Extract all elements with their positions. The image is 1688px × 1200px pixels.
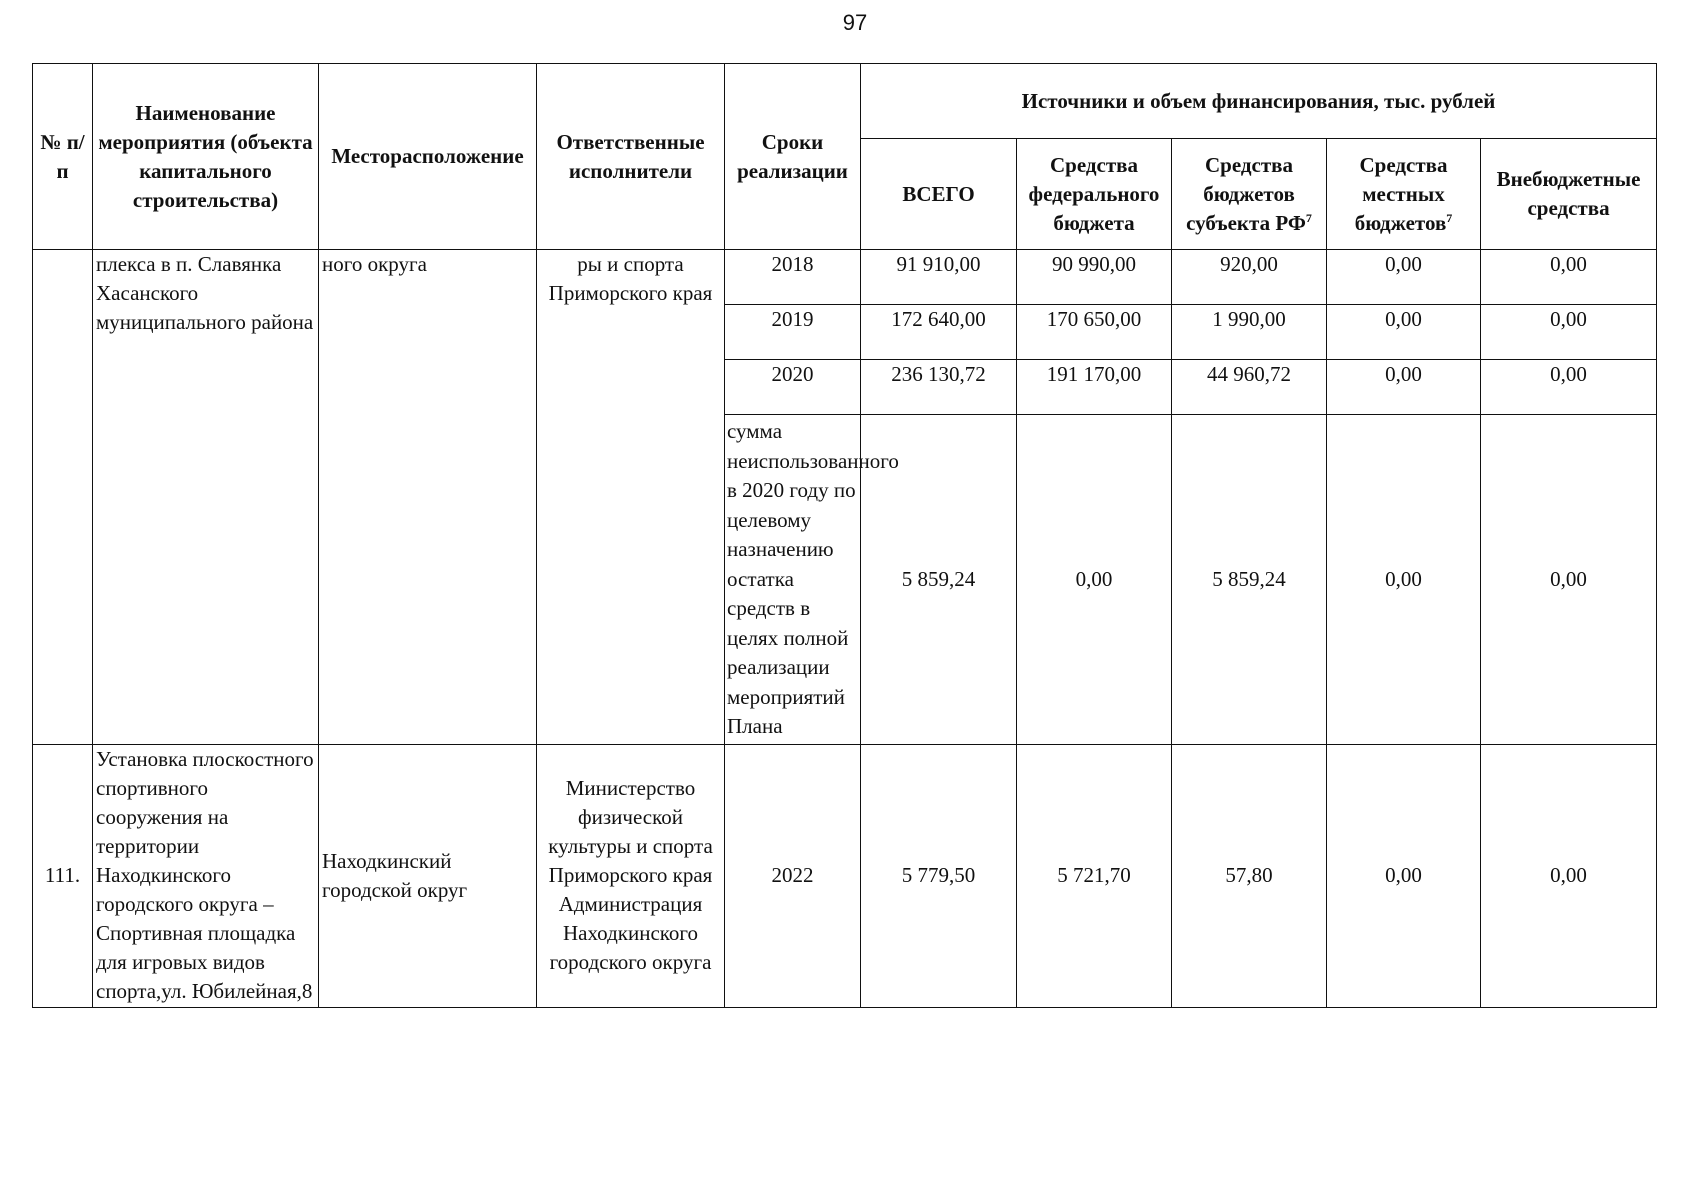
total-cell: 5 779,50 — [861, 744, 1017, 1007]
extra-cell: 0,00 — [1481, 360, 1657, 415]
page-number: 97 — [842, 10, 868, 35]
year-cell: 2020 — [725, 360, 861, 415]
financing-table — [32, 63, 1657, 1008]
local-cell: 0,00 — [1327, 360, 1481, 415]
subject-cell: 5 859,24 — [1172, 415, 1327, 745]
total-cell: 5 859,24 — [861, 415, 1017, 745]
table-row — [33, 250, 1657, 305]
federal-cell: 191 170,00 — [1017, 360, 1172, 415]
federal-cell: 5 721,70 — [1017, 744, 1172, 1007]
table-row — [33, 744, 1657, 1007]
local-cell: 0,00 — [1327, 305, 1481, 360]
header-local-text: Средства местных бюджетов — [1354, 152, 1448, 235]
header-subject-text: Средства бюджетов субъекта РФ — [1186, 152, 1306, 235]
total-cell: 172 640,00 — [861, 305, 1017, 360]
federal-cell: 90 990,00 — [1017, 250, 1172, 305]
cont-location-cell: ного округа — [319, 250, 537, 745]
year-cell: 2018 — [725, 250, 861, 305]
remainder-label-cell: сумма неиспользованного в 2020 году по целевому назначению остатка средств в целях полной реализации мероприятий Плана — [725, 415, 861, 745]
local-cell: 0,00 — [1327, 415, 1481, 745]
total-cell: 236 130,72 — [861, 360, 1017, 415]
row-location-cell: Находкинский городской округ — [319, 744, 537, 1007]
header-extra: Внебюджетные средства — [1481, 139, 1657, 250]
header-executors: Ответственные исполнители — [537, 64, 725, 250]
cont-executors-cell: ры и спорта Приморского края — [537, 250, 725, 745]
header-local-footnote: 7 — [1446, 210, 1453, 225]
extra-cell: 0,00 — [1481, 415, 1657, 745]
year-cell: 2022 — [725, 744, 861, 1007]
header-row-1 — [33, 64, 1657, 139]
row-num-cell: 111. — [33, 744, 93, 1007]
header-local — [1327, 139, 1481, 250]
header-federal: Средства федерального бюджета — [1017, 139, 1172, 250]
header-sources: Источники и объем финансирования, тыс. рублей — [861, 64, 1657, 139]
subject-cell: 920,00 — [1172, 250, 1327, 305]
subject-cell: 57,80 — [1172, 744, 1327, 1007]
subject-cell: 44 960,72 — [1172, 360, 1327, 415]
total-cell: 91 910,00 — [861, 250, 1017, 305]
extra-cell: 0,00 — [1481, 744, 1657, 1007]
header-total: ВСЕГО — [861, 139, 1017, 250]
federal-cell: 170 650,00 — [1017, 305, 1172, 360]
extra-cell: 0,00 — [1481, 250, 1657, 305]
row-name-cell: Установка плоскостного спортивного сооружения на территории Находкинского городского округа – Спортивная площадка для игровых видов спорта,ул. Юбилейная,8 — [93, 744, 319, 1007]
extra-cell: 0,00 — [1481, 305, 1657, 360]
local-cell: 0,00 — [1327, 744, 1481, 1007]
header-subject — [1172, 139, 1327, 250]
cont-name-cell: плекса в п. Славянка Хасанского муниципального района — [93, 250, 319, 745]
header-period: Сроки реализации — [725, 64, 861, 250]
local-cell: 0,00 — [1327, 250, 1481, 305]
year-cell: 2019 — [725, 305, 861, 360]
cont-num-cell — [33, 250, 93, 745]
header-name: Наименование мероприятия (объекта капитального строительства) — [93, 64, 319, 250]
header-subject-footnote: 7 — [1305, 210, 1312, 225]
row-executors-cell: Министерство физической культуры и спорта Приморского края Администрация Находкинского городского округа — [537, 744, 725, 1007]
federal-cell: 0,00 — [1017, 415, 1172, 745]
header-num: № п/п — [33, 64, 93, 250]
header-location: Месторасположение — [319, 64, 537, 250]
subject-cell: 1 990,00 — [1172, 305, 1327, 360]
